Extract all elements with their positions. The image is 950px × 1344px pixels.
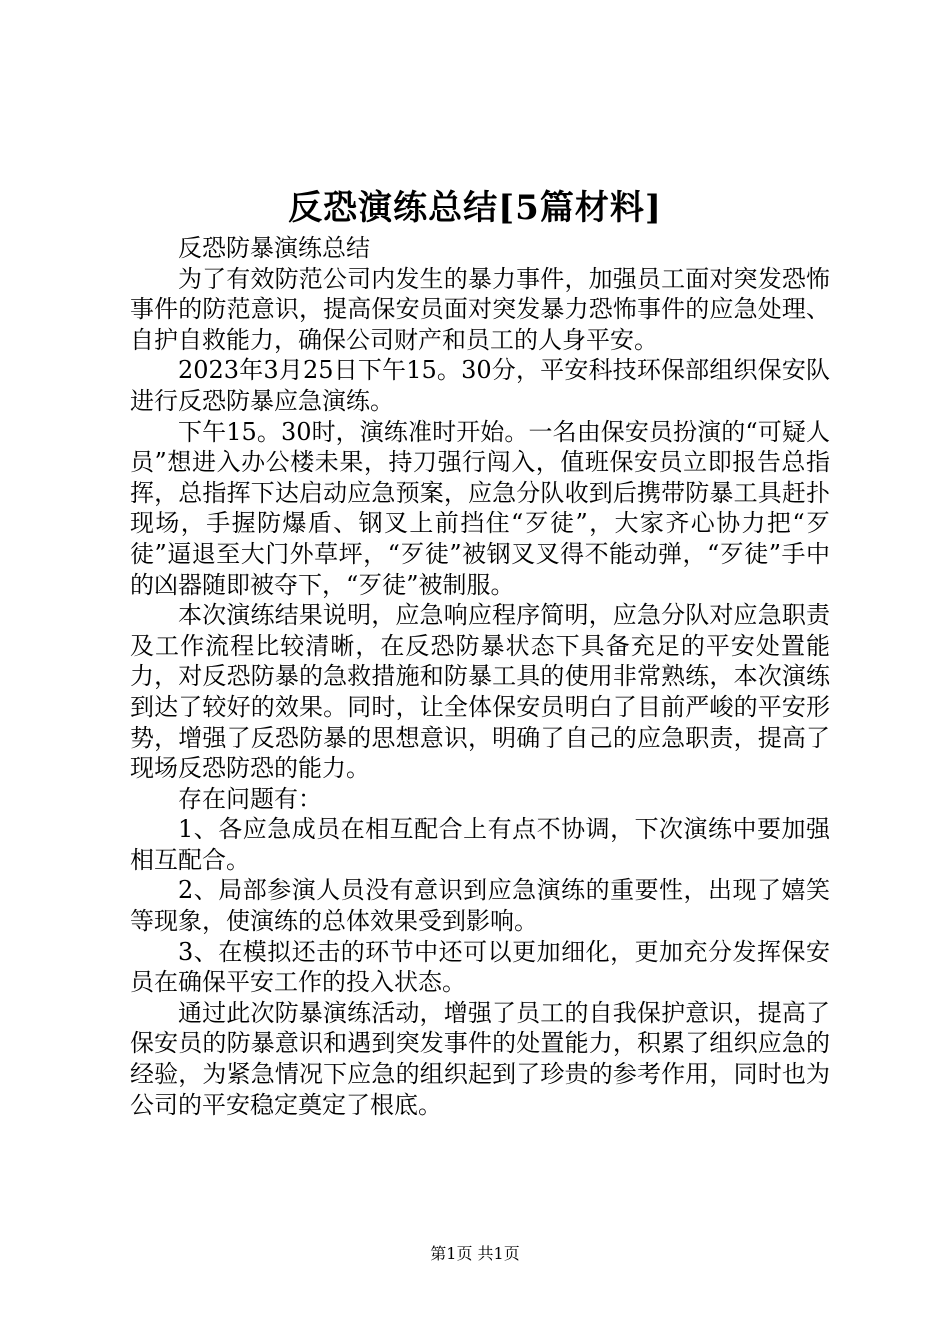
document-title: 反恐演练总结[5篇材料] — [288, 188, 662, 228]
paragraph-purpose: 为了有效防范公司内发生的暴力事件，加强员工面对突发恐怖事件的防范意识，提高保安员面对突发暴力恐怖事件的应急处理、自护自救能力，确保公司财产和员工的人身平安。 — [130, 264, 830, 354]
paragraph-problems-heading: 存在问题有： — [178, 784, 322, 813]
paragraph-date: 2023年3月25日下午15。30分，平安科技环保部组织保安队进行反恐防暴应急演练。 — [130, 356, 830, 415]
paragraph-drill-result: 本次演练结果说明，应急响应程序简明，应急分队对应急职责及工作流程比较清晰，在反恐防暴状态下具备充足的平安处置能力，对反恐防暴的急救措施和防暴工具的使用非常熟练，本次演练到达了较好的效果。同时，让全体保安员明白了目前严峻的平安形势，增强了反恐防暴的思想意识，明确了自己的应急职责，提高了现场反恐防恐的能力。 — [130, 601, 830, 783]
paragraph-conclusion: 通过此次防暴演练活动，增强了员工的自我保护意识，提高了保安员的防暴意识和遇到突发事件的处置能力，积累了组织应急的经验，为紧急情况下应急的组织起到了珍贵的参考作用，同时也为公司的平安稳定奠定了根底。 — [130, 998, 830, 1119]
page-number-footer: 第1页 共1页 — [430, 1244, 520, 1263]
document-body — [130, 233, 830, 1120]
section-heading: 反恐防暴演练总结 — [178, 234, 370, 262]
paragraph-problem-2: 2、局部参演人员没有意识到应急演练的重要性，出现了嬉笑等现象，使演练的总体效果受到影响。 — [130, 876, 830, 936]
paragraph-problem-1: 1、各应急成员在相互配合上有点不协调，下次演练中要加强相互配合。 — [130, 815, 830, 874]
paragraph-drill-process: 下午15。30时，演练准时开始。一名由保安员扮演的“可疑人员”想进入办公楼未果，持刀强行闯入，值班保安员立即报告总指挥，总指挥下达启动应急预案，应急分队收到后携带防暴工具赶扑现场，手握防爆盾、钢叉上前挡住“歹徒”，大家齐心协力把“歹徒”逼退至大门外草坪，“歹徒”被钢叉叉得不能动弹，“歹徒”手中的凶器随即被夺下，“歹徒”被制服。 — [130, 417, 830, 599]
paragraph-problem-3: 3、在模拟还击的环节中还可以更加细化，更加充分发挥保安员在确保平安工作的投入状态。 — [130, 937, 830, 997]
